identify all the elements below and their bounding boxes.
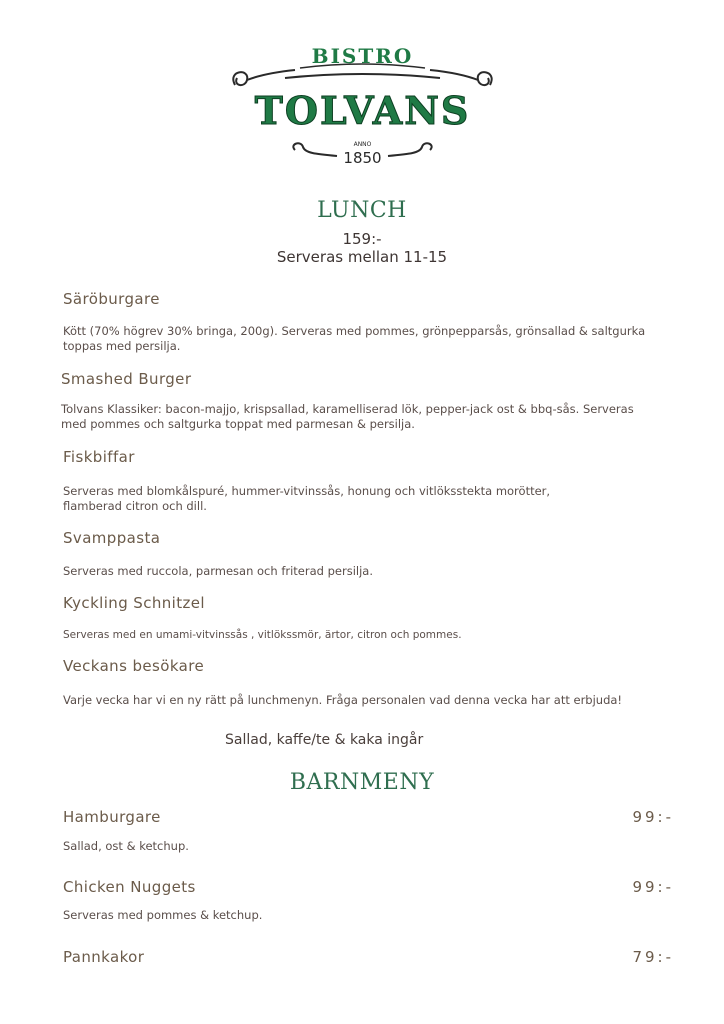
- kids-item-price: 99:-: [632, 808, 674, 826]
- dish-description: Varje vecka har vi en ny rätt på lunchmenyn. Fråga personalen vad denna vecka har att erbjuda!: [63, 693, 623, 707]
- lunch-included-note: Sallad, kaffe/te & kaka ingår: [225, 732, 424, 748]
- dish-title: Säröburgare: [63, 290, 160, 308]
- kids-item-title: Hamburgare: [63, 808, 161, 826]
- logo-anno-text: ANNO: [353, 141, 372, 148]
- logo-tolvans-text: TOLVANS: [254, 88, 471, 133]
- kids-item-description: Serveras med pommes & ketchup.: [63, 908, 263, 922]
- kids-menu-heading: BARNMENY: [289, 770, 435, 795]
- dish-title: Fiskbiffar: [63, 448, 135, 466]
- dish-title: Smashed Burger: [61, 370, 192, 388]
- dish-title: Svamppasta: [63, 529, 161, 547]
- kids-item-title: Pannkakor: [63, 948, 145, 966]
- lunch-heading: LUNCH: [317, 198, 407, 223]
- dish-title: Kyckling Schnitzel: [63, 594, 205, 612]
- dish-description: Serveras med en umami-vitvinssås , vitlökssmör, ärtor, citron och pommes.: [63, 629, 462, 641]
- dish-description: Serveras med blomkålspuré, hummer-vitvinssås, honung och vitlöksstekta morötter, flamberad citron och dill.: [63, 484, 551, 513]
- kids-item-title: Chicken Nuggets: [63, 878, 196, 896]
- bistro-tolvans-logo: [225, 40, 500, 170]
- logo-year-text: 1850: [343, 149, 382, 167]
- kids-item-price: 99:-: [632, 878, 674, 896]
- kids-item-price: 79:-: [632, 948, 674, 966]
- lunch-price: 159:-: [342, 230, 382, 248]
- dish-description: Tolvans Klassiker: bacon-majjo, krispsallad, karamelliserad lök, pepper-jack ost & bbq-sås. Serveras med pommes och saltgurka toppat med parmesan & persilja.: [61, 402, 634, 431]
- logo-bistro-text: BISTRO: [311, 44, 414, 68]
- kids-item-description: Sallad, ost & ketchup.: [63, 839, 189, 853]
- dish-description: Serveras med ruccola, parmesan och friterad persilja.: [63, 564, 373, 578]
- lunch-served-hours: Serveras mellan 11-15: [276, 248, 448, 266]
- dish-description: Kött (70% högrev 30% bringa, 200g). Serveras med pommes, grönpepparsås, grönsallad & saltgurka toppas med persilja.: [63, 324, 646, 353]
- dish-title: Veckans besökare: [63, 657, 205, 675]
